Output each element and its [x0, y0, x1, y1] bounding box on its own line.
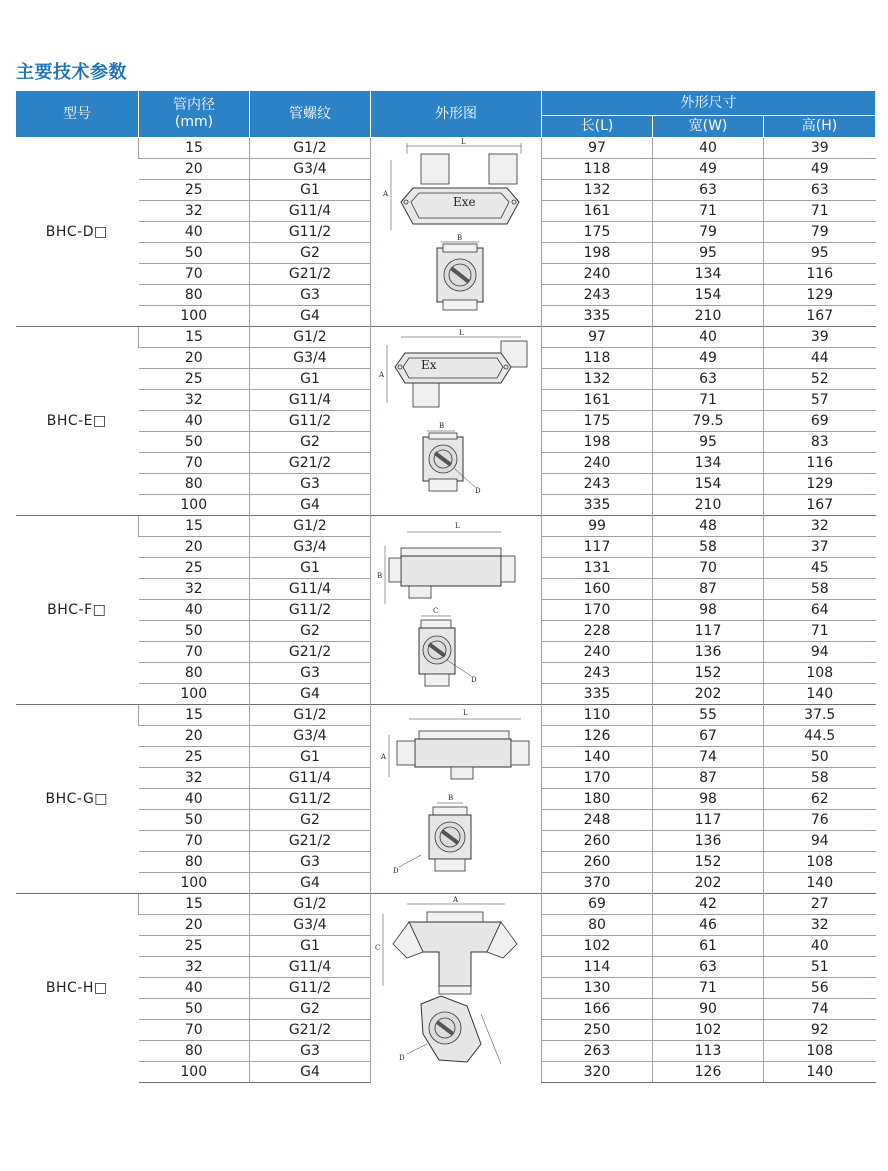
height-cell: 50 [764, 747, 876, 768]
thread-cell: G1 [250, 747, 371, 768]
length-cell: 260 [542, 831, 653, 852]
thread-cell: G1 [250, 180, 371, 201]
width-cell: 71 [653, 201, 764, 222]
table-row [16, 894, 876, 915]
width-cell: 210 [653, 306, 764, 327]
model-cell: BHC-E□ [16, 327, 139, 516]
bore-cell: 70 [139, 1020, 250, 1041]
width-cell: 210 [653, 495, 764, 516]
length-cell: 161 [542, 201, 653, 222]
bhc-g-junction-box-drawing [371, 705, 541, 891]
width-cell: 202 [653, 873, 764, 894]
length-cell: 170 [542, 600, 653, 621]
height-cell: 40 [764, 936, 876, 957]
width-cell: 95 [653, 432, 764, 453]
thread-cell: G2 [250, 432, 371, 453]
figure-dimension-label: C [375, 944, 381, 952]
bhc-e-junction-box-drawing [371, 327, 541, 513]
header-length: 长(L) [542, 116, 653, 138]
thread-cell: G21/2 [250, 264, 371, 285]
width-cell: 102 [653, 1020, 764, 1041]
height-cell: 74 [764, 999, 876, 1020]
height-cell: 167 [764, 306, 876, 327]
height-cell: 63 [764, 180, 876, 201]
height-cell: 92 [764, 1020, 876, 1041]
thread-cell: G11/4 [250, 390, 371, 411]
bore-cell: 32 [139, 390, 250, 411]
width-cell: 55 [653, 705, 764, 726]
length-cell: 263 [542, 1041, 653, 1062]
table-header [16, 91, 876, 138]
height-cell: 94 [764, 642, 876, 663]
thread-cell: G4 [250, 495, 371, 516]
height-cell: 49 [764, 159, 876, 180]
figure-dimension-label: L [459, 329, 464, 337]
width-cell: 42 [653, 894, 764, 915]
bore-cell: 25 [139, 558, 250, 579]
length-cell: 118 [542, 159, 653, 180]
length-cell: 240 [542, 264, 653, 285]
bore-cell: 20 [139, 915, 250, 936]
thread-cell: G1/2 [250, 705, 371, 726]
height-cell: 32 [764, 915, 876, 936]
bhc-h-junction-box-drawing [371, 894, 542, 1083]
thread-cell: G11/2 [250, 978, 371, 999]
bore-cell: 70 [139, 264, 250, 285]
figure-dimension-label: L [463, 709, 468, 717]
length-cell: 335 [542, 684, 653, 705]
length-cell: 250 [542, 1020, 653, 1041]
figure-dimension-label: B [439, 422, 445, 430]
thread-cell: G21/2 [250, 831, 371, 852]
width-cell: 117 [653, 621, 764, 642]
height-cell: 58 [764, 579, 876, 600]
bore-cell: 15 [139, 894, 250, 915]
header-thread: 管螺纹 [250, 91, 371, 138]
bore-cell: 25 [139, 369, 250, 390]
height-cell: 64 [764, 600, 876, 621]
width-cell: 63 [653, 180, 764, 201]
bhc-g-junction-box-drawing [371, 705, 542, 894]
width-cell: 87 [653, 579, 764, 600]
thread-cell: G21/2 [250, 453, 371, 474]
length-cell: 126 [542, 726, 653, 747]
height-cell: 32 [764, 516, 876, 537]
width-cell: 117 [653, 810, 764, 831]
width-cell: 71 [653, 978, 764, 999]
length-cell: 228 [542, 621, 653, 642]
model-cell: BHC-H□ [16, 894, 139, 1083]
bore-cell: 80 [139, 474, 250, 495]
bore-cell: 15 [139, 516, 250, 537]
length-cell: 132 [542, 180, 653, 201]
table-row [16, 705, 876, 726]
height-cell: 108 [764, 663, 876, 684]
thread-cell: G2 [250, 621, 371, 642]
bore-cell: 40 [139, 600, 250, 621]
header-model: 型号 [16, 91, 139, 138]
height-cell: 39 [764, 138, 876, 159]
bore-cell: 80 [139, 285, 250, 306]
table-row [16, 138, 876, 159]
length-cell: 117 [542, 537, 653, 558]
bore-cell: 15 [139, 705, 250, 726]
thread-cell: G3 [250, 663, 371, 684]
model-cell: BHC-G□ [16, 705, 139, 894]
figure-dimension-label: B [448, 794, 454, 802]
height-cell: 94 [764, 831, 876, 852]
width-cell: 202 [653, 684, 764, 705]
bore-cell: 40 [139, 789, 250, 810]
height-cell: 62 [764, 789, 876, 810]
length-cell: 131 [542, 558, 653, 579]
header-bore: 管内径 (mm) [139, 91, 250, 138]
bore-cell: 100 [139, 684, 250, 705]
width-cell: 49 [653, 348, 764, 369]
height-cell: 108 [764, 852, 876, 873]
table-body [16, 138, 876, 1083]
width-cell: 61 [653, 936, 764, 957]
bhc-f-junction-box-drawing [371, 516, 541, 702]
figure-dimension-label: B [377, 572, 383, 580]
height-cell: 140 [764, 684, 876, 705]
height-cell: 140 [764, 873, 876, 894]
length-cell: 243 [542, 474, 653, 495]
bore-cell: 70 [139, 831, 250, 852]
bore-cell: 80 [139, 663, 250, 684]
bore-cell: 32 [139, 201, 250, 222]
width-cell: 49 [653, 159, 764, 180]
section-title: 主要技术参数 [16, 62, 127, 83]
height-cell: 129 [764, 285, 876, 306]
bore-cell: 20 [139, 159, 250, 180]
thread-cell: G21/2 [250, 642, 371, 663]
figure-dimension-label: A [381, 753, 387, 761]
height-cell: 39 [764, 327, 876, 348]
length-cell: 240 [542, 453, 653, 474]
bore-cell: 25 [139, 180, 250, 201]
height-cell: 76 [764, 810, 876, 831]
figure-dimension-label: D [471, 676, 477, 684]
width-cell: 154 [653, 285, 764, 306]
figure-dimension-label: D [399, 1054, 405, 1062]
bore-cell: 50 [139, 432, 250, 453]
bhc-d-junction-box-drawing [371, 138, 542, 327]
thread-cell: G11/2 [250, 600, 371, 621]
length-cell: 130 [542, 978, 653, 999]
length-cell: 240 [542, 642, 653, 663]
width-cell: 40 [653, 138, 764, 159]
width-cell: 134 [653, 453, 764, 474]
width-cell: 98 [653, 600, 764, 621]
height-cell: 108 [764, 1041, 876, 1062]
bore-cell: 50 [139, 243, 250, 264]
bore-cell: 32 [139, 579, 250, 600]
header-height: 高(H) [764, 116, 876, 138]
bore-cell: 100 [139, 495, 250, 516]
thread-cell: G4 [250, 873, 371, 894]
length-cell: 335 [542, 306, 653, 327]
bore-cell: 70 [139, 642, 250, 663]
spec-table [15, 90, 876, 1083]
thread-cell: G4 [250, 306, 371, 327]
thread-cell: G21/2 [250, 1020, 371, 1041]
bore-cell: 80 [139, 852, 250, 873]
figure-dimension-label: D [475, 487, 481, 495]
table-row [16, 327, 876, 348]
figure-dimension-label: D [393, 867, 399, 875]
width-cell: 154 [653, 474, 764, 495]
length-cell: 370 [542, 873, 653, 894]
thread-cell: G3/4 [250, 537, 371, 558]
length-cell: 114 [542, 957, 653, 978]
height-cell: 37 [764, 537, 876, 558]
figure-nameplate-text: Exe [453, 195, 476, 209]
height-cell: 140 [764, 1062, 876, 1083]
thread-cell: G11/4 [250, 768, 371, 789]
thread-cell: G11/4 [250, 201, 371, 222]
model-cell: BHC-D□ [16, 138, 139, 327]
length-cell: 180 [542, 789, 653, 810]
length-cell: 132 [542, 369, 653, 390]
bore-cell: 25 [139, 747, 250, 768]
bhc-f-junction-box-drawing [371, 516, 542, 705]
width-cell: 134 [653, 264, 764, 285]
height-cell: 56 [764, 978, 876, 999]
figure-dimension-label: L [461, 138, 466, 146]
bore-cell: 20 [139, 348, 250, 369]
length-cell: 243 [542, 285, 653, 306]
width-cell: 63 [653, 369, 764, 390]
height-cell: 71 [764, 201, 876, 222]
length-cell: 118 [542, 348, 653, 369]
figure-dimension-label: B [457, 234, 463, 242]
bore-cell: 50 [139, 810, 250, 831]
figure-nameplate-text: Ex [421, 358, 437, 372]
height-cell: 167 [764, 495, 876, 516]
length-cell: 175 [542, 411, 653, 432]
length-cell: 198 [542, 243, 653, 264]
thread-cell: G3/4 [250, 348, 371, 369]
model-cell: BHC-F□ [16, 516, 139, 705]
bore-cell: 40 [139, 222, 250, 243]
length-cell: 335 [542, 495, 653, 516]
width-cell: 63 [653, 957, 764, 978]
length-cell: 97 [542, 327, 653, 348]
bore-cell: 40 [139, 978, 250, 999]
figure-dimension-label: A [453, 896, 459, 904]
thread-cell: G11/2 [250, 411, 371, 432]
bore-cell: 25 [139, 936, 250, 957]
length-cell: 69 [542, 894, 653, 915]
width-cell: 95 [653, 243, 764, 264]
width-cell: 136 [653, 831, 764, 852]
width-cell: 113 [653, 1041, 764, 1062]
height-cell: 45 [764, 558, 876, 579]
width-cell: 90 [653, 999, 764, 1020]
thread-cell: G11/4 [250, 579, 371, 600]
thread-cell: G11/4 [250, 957, 371, 978]
height-cell: 69 [764, 411, 876, 432]
header-figure: 外形图 [371, 91, 542, 138]
bore-cell: 50 [139, 999, 250, 1020]
height-cell: 116 [764, 264, 876, 285]
length-cell: 99 [542, 516, 653, 537]
length-cell: 166 [542, 999, 653, 1020]
length-cell: 102 [542, 936, 653, 957]
length-cell: 110 [542, 705, 653, 726]
length-cell: 160 [542, 579, 653, 600]
thread-cell: G1/2 [250, 894, 371, 915]
width-cell: 70 [653, 558, 764, 579]
height-cell: 27 [764, 894, 876, 915]
height-cell: 44 [764, 348, 876, 369]
thread-cell: G4 [250, 684, 371, 705]
thread-cell: G2 [250, 243, 371, 264]
width-cell: 79.5 [653, 411, 764, 432]
figure-dimension-label: C [433, 607, 439, 615]
height-cell: 37.5 [764, 705, 876, 726]
height-cell: 44.5 [764, 726, 876, 747]
bore-cell: 32 [139, 768, 250, 789]
length-cell: 248 [542, 810, 653, 831]
height-cell: 71 [764, 621, 876, 642]
table-row [16, 516, 876, 537]
width-cell: 58 [653, 537, 764, 558]
width-cell: 98 [653, 789, 764, 810]
thread-cell: G1/2 [250, 138, 371, 159]
thread-cell: G3/4 [250, 159, 371, 180]
width-cell: 46 [653, 915, 764, 936]
length-cell: 161 [542, 390, 653, 411]
length-cell: 175 [542, 222, 653, 243]
thread-cell: G1 [250, 558, 371, 579]
bore-cell: 100 [139, 873, 250, 894]
thread-cell: G2 [250, 999, 371, 1020]
thread-cell: G2 [250, 810, 371, 831]
bore-cell: 20 [139, 537, 250, 558]
width-cell: 67 [653, 726, 764, 747]
height-cell: 57 [764, 390, 876, 411]
thread-cell: G3/4 [250, 915, 371, 936]
width-cell: 126 [653, 1062, 764, 1083]
height-cell: 52 [764, 369, 876, 390]
length-cell: 243 [542, 663, 653, 684]
bhc-e-junction-box-drawing [371, 327, 542, 516]
length-cell: 260 [542, 852, 653, 873]
thread-cell: G1/2 [250, 327, 371, 348]
bore-cell: 80 [139, 1041, 250, 1062]
width-cell: 152 [653, 852, 764, 873]
height-cell: 58 [764, 768, 876, 789]
height-cell: 116 [764, 453, 876, 474]
header-width: 宽(W) [653, 116, 764, 138]
length-cell: 320 [542, 1062, 653, 1083]
bore-cell: 70 [139, 453, 250, 474]
bore-cell: 100 [139, 1062, 250, 1083]
width-cell: 136 [653, 642, 764, 663]
width-cell: 48 [653, 516, 764, 537]
figure-dimension-label: A [383, 190, 389, 198]
thread-cell: G4 [250, 1062, 371, 1083]
bhc-h-junction-box-drawing [371, 894, 541, 1080]
thread-cell: G3 [250, 474, 371, 495]
length-cell: 80 [542, 915, 653, 936]
thread-cell: G1 [250, 369, 371, 390]
bore-cell: 100 [139, 306, 250, 327]
bore-cell: 40 [139, 411, 250, 432]
thread-cell: G3 [250, 852, 371, 873]
height-cell: 83 [764, 432, 876, 453]
thread-cell: G3 [250, 285, 371, 306]
length-cell: 198 [542, 432, 653, 453]
bore-cell: 20 [139, 726, 250, 747]
height-cell: 79 [764, 222, 876, 243]
thread-cell: G1 [250, 936, 371, 957]
length-cell: 97 [542, 138, 653, 159]
thread-cell: G1/2 [250, 516, 371, 537]
thread-cell: G3 [250, 1041, 371, 1062]
width-cell: 40 [653, 327, 764, 348]
width-cell: 87 [653, 768, 764, 789]
width-cell: 79 [653, 222, 764, 243]
thread-cell: G11/2 [250, 222, 371, 243]
width-cell: 152 [653, 663, 764, 684]
height-cell: 51 [764, 957, 876, 978]
figure-dimension-label: A [379, 371, 385, 379]
length-cell: 170 [542, 768, 653, 789]
bore-cell: 15 [139, 138, 250, 159]
header-dimensions: 外形尺寸 [542, 91, 876, 116]
figure-dimension-label: L [455, 522, 460, 530]
width-cell: 74 [653, 747, 764, 768]
height-cell: 129 [764, 474, 876, 495]
height-cell: 95 [764, 243, 876, 264]
bhc-d-junction-box-drawing [371, 138, 541, 324]
thread-cell: G11/2 [250, 789, 371, 810]
bore-cell: 50 [139, 621, 250, 642]
width-cell: 71 [653, 390, 764, 411]
thread-cell: G3/4 [250, 726, 371, 747]
length-cell: 140 [542, 747, 653, 768]
bore-cell: 32 [139, 957, 250, 978]
bore-cell: 15 [139, 327, 250, 348]
